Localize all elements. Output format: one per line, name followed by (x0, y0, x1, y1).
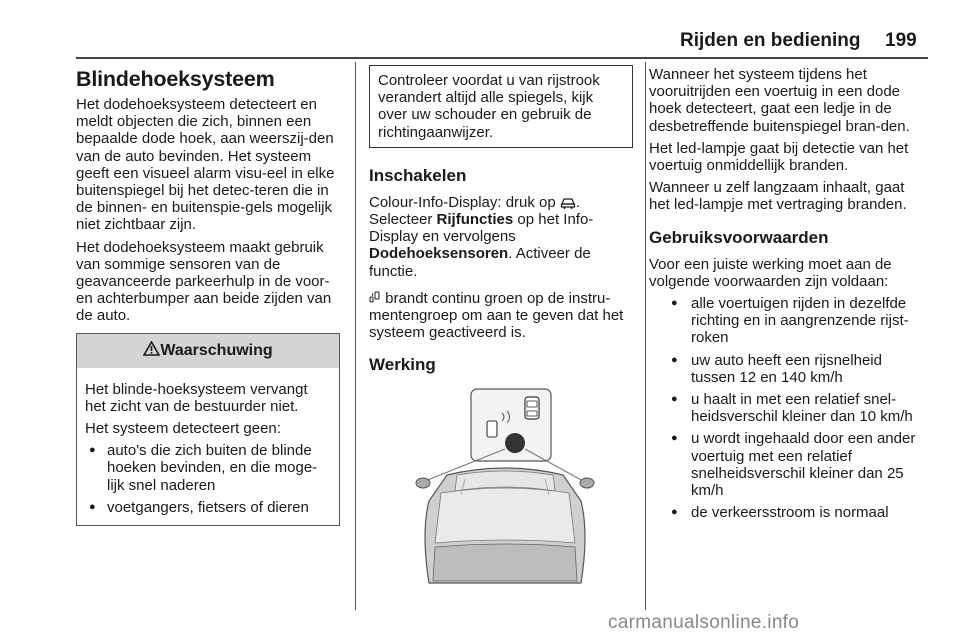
column-divider-2 (645, 62, 646, 610)
activeer-text: . Activeer de functie. (369, 245, 591, 280)
heading-inschakelen: Inschakelen (369, 165, 467, 185)
warning-bullet-1: ● auto's die zich buiten de blinde hoeken bevinden, en die moge-lijk snel naderen (85, 442, 331, 494)
tip-text: Controleer voordat u van rijstrook verandert altijd alle spiegels, kijk over uw schouder en gebruik de richtingaanwijzer. (378, 72, 600, 141)
colour-info-text: Colour-Info-Display: druk op (369, 193, 556, 211)
paragraph-conditions: Voor een juiste werking moet aan de volgende voorwaarden zijn voldaan: (649, 255, 892, 290)
column-2 (369, 66, 635, 603)
paragraph-detection: Wanneer het systeem tijdens het vooruitrijden een voertuig in een dode hoek detecteert, gaat een ledje in de desbetreffende buitenspiegel bran-den. (649, 66, 910, 135)
heading-blindehoeksysteem: Blindehoeksysteem (76, 67, 275, 91)
warning-bullet-2: ● voetgangers, fietsers of dieren (85, 499, 331, 516)
warning-title: Waarschuwing (160, 341, 273, 359)
tip-box (369, 65, 633, 148)
heading-werking: Werking (369, 355, 436, 375)
rijfuncties-label: Rijfuncties (436, 211, 514, 229)
column-divider-1 (355, 62, 356, 610)
warning-header (77, 333, 339, 368)
selecteer-text-2: op het Info-Display en vervolgens (369, 211, 594, 246)
paragraph-intro: Het dodehoeksysteem detecteert en meldt objecten die zich, binnen een bepaalde dode hoek, aan weerszij-den van de auto bevinden. Het systeem geeft een visueel alarm visu-eel in elke buitenspiegel bij het detec-teren die in de binnen- en buitenspie-gels mogelijk niet zichtbaar zijn. (76, 96, 335, 234)
heading-gebruiksvoorwaarden: Gebruiksvoorwaarden (649, 227, 829, 247)
condition-bullet-1: ● alle voertuigen rijden in dezelfde richting en in aangrenzende rijst-roken (649, 295, 929, 347)
condition-bullet-4: ● u wordt ingehaald door een ander voertuig met een relatief snelheidsverschil kleiner dan 25 km/h (649, 430, 929, 499)
led-indicator (505, 433, 525, 453)
indicator-text: brandt continu groen op de instru-mentengroep om aan te geven dat het systeem geactiveerd is. (369, 289, 624, 342)
page-number: 199 (885, 30, 917, 51)
left-mirror (416, 478, 430, 488)
car-home-icon (560, 196, 576, 209)
blind-spot-indicator-icon (369, 290, 381, 304)
warning-paragraph-2: Het systeem detecteert geen: (85, 420, 281, 438)
colour-info-end: . (575, 193, 581, 211)
watermark: carmanualsonline.info (608, 612, 800, 633)
warning-triangle-icon (143, 341, 160, 356)
paragraph-led-delay: Wanneer u zelf langzaam inhaalt, gaat het led-lampje met vertraging branden. (649, 179, 907, 214)
warning-body (77, 368, 339, 525)
column-1 (76, 66, 346, 526)
condition-bullet-3: ● u haalt in met een relatief snel-heidsverschil kleiner dan 10 km/h (649, 391, 929, 425)
column-3 (649, 66, 929, 526)
own-car-icon (487, 421, 497, 437)
condition-bullet-5: ● de verkeersstroom is normaal (649, 504, 929, 521)
paragraph-led-immediate: Het led-lampje gaat bij detectie van het voertuig onmiddellijk branden. (649, 139, 909, 175)
condition-bullet-2: ● uw auto heeft een rijsnelheid tussen 12 en 140 km/h (649, 352, 929, 386)
paragraph-indicator (369, 290, 635, 342)
paragraph-colour-info (369, 194, 635, 280)
warning-box (76, 333, 340, 526)
car-mirror-illustration (405, 383, 605, 598)
blind-spot-illustration (405, 383, 635, 602)
selecteer-text: Selecteer (369, 211, 433, 229)
section-title: Rijden en bediening (680, 30, 861, 51)
right-mirror (580, 478, 594, 488)
page-header (0, 0, 960, 60)
warning-paragraph-1: Het blinde-hoeksysteem vervangt het zicht van de bestuurder niet. (85, 380, 308, 415)
header-divider (76, 57, 928, 59)
paragraph-sensors: Het dodehoeksysteem maakt gebruik van sommige sensoren van de geavanceerde parkeerhulp in de voor- en achterbumper aan beide zijden van de auto. (76, 238, 332, 325)
dodehoeksensoren-label: Dodehoeksensoren (369, 245, 509, 263)
